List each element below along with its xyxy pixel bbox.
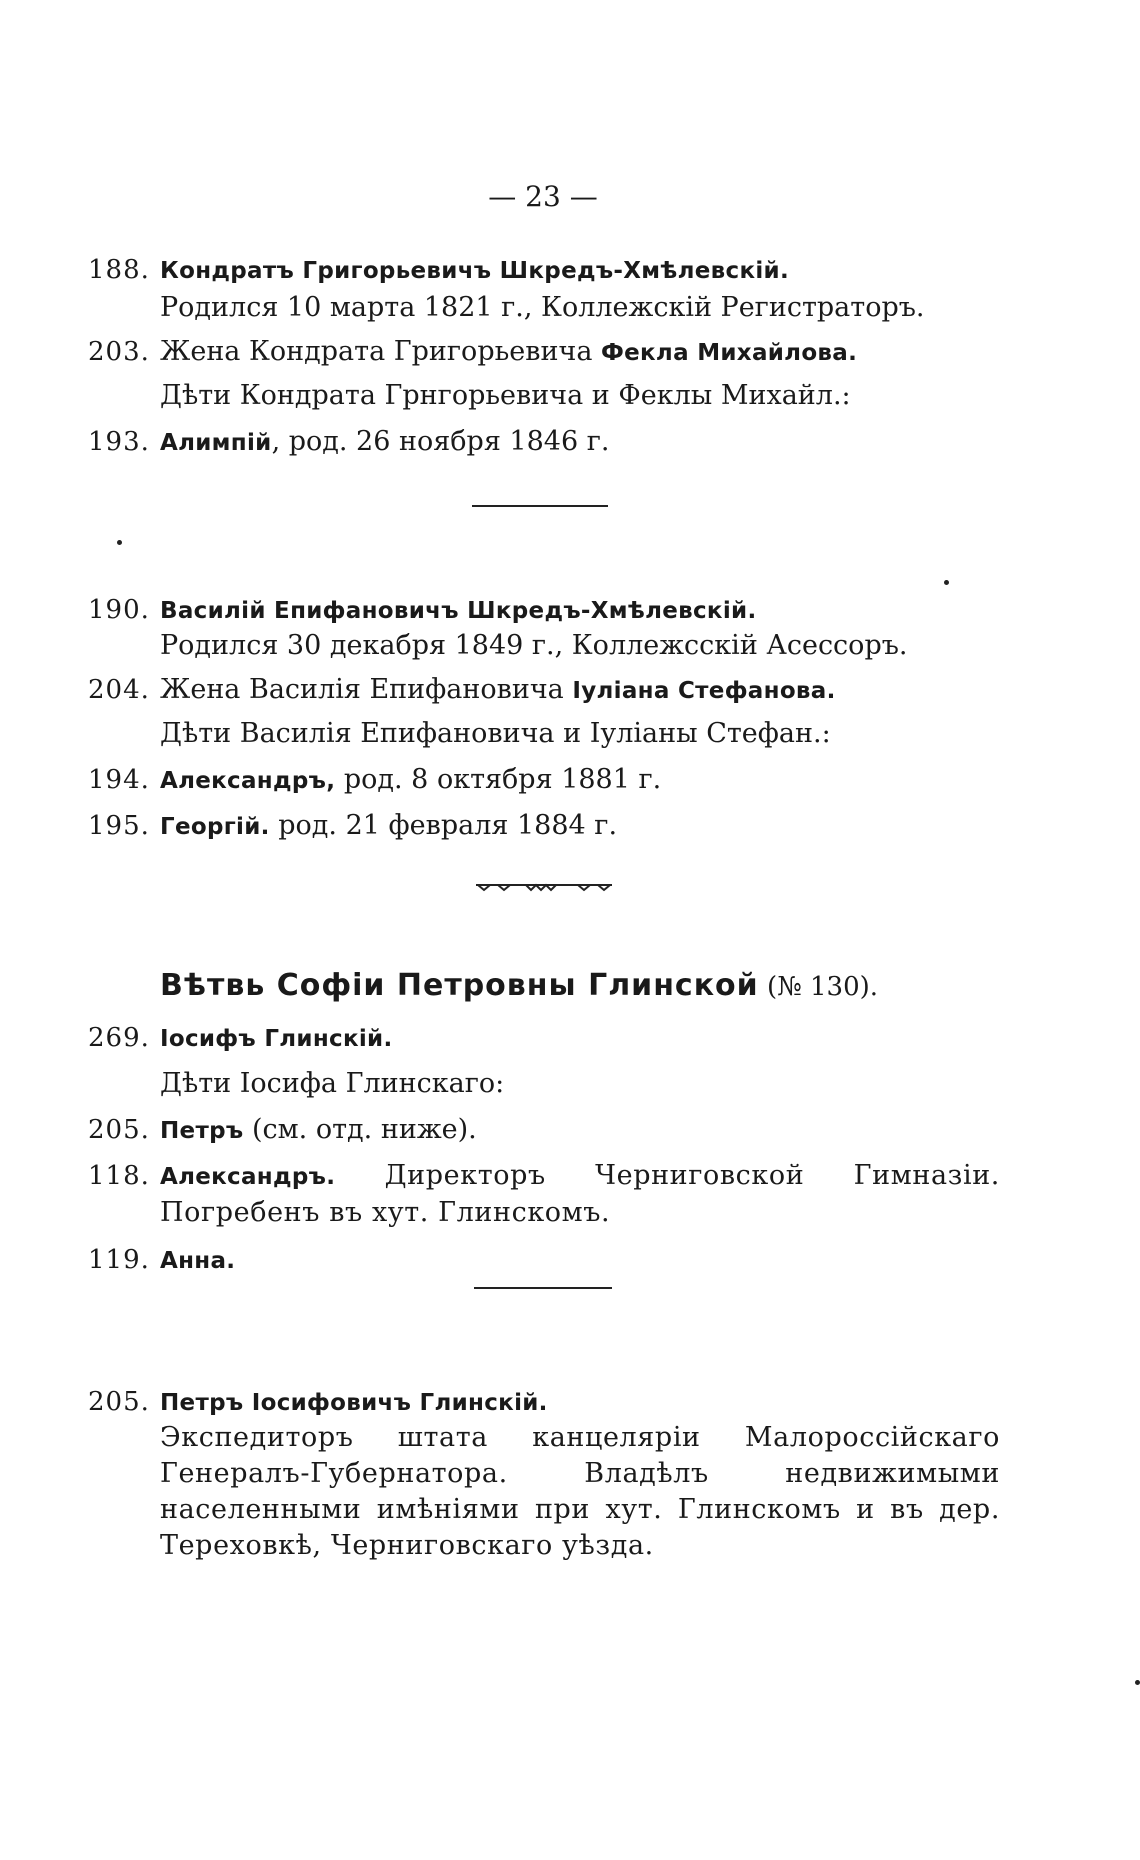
entry-188 — [88, 252, 1018, 289]
separator-rule — [472, 505, 608, 507]
person-name: Анна. — [160, 1248, 236, 1274]
person-name: Петръ Іосифовичъ Глинскій. — [160, 1390, 548, 1416]
entry-number: 205. — [88, 1387, 150, 1417]
page-number: — 23 — — [488, 180, 598, 213]
entry-text: (см. отд. ниже). — [243, 1114, 477, 1145]
person-name: Кондратъ Григорьевичъ Шкредъ-Хмѣлевскій. — [160, 258, 790, 284]
print-speck — [117, 540, 122, 545]
entry-number: 194. — [88, 765, 150, 795]
entry-number: 190. — [88, 595, 150, 625]
person-name: Василій Епифановичъ Шкредъ-Хмѣлевскій. — [160, 598, 757, 624]
section-number: (№ 130). — [758, 972, 879, 1002]
entry-203 — [88, 334, 1018, 371]
entry-text: Директоръ Черниговской Гимназіи. Погребенъ въ хут. Глинскомъ. — [160, 1160, 1000, 1228]
entry-193 — [88, 424, 1018, 461]
children-heading — [88, 1066, 1018, 1102]
entry-number: 118. — [88, 1161, 150, 1191]
entry-205-details — [88, 1420, 1000, 1564]
entry-text: Дѣти Іосифа Глинскаго: — [160, 1068, 505, 1099]
person-name: Алимпій — [160, 430, 272, 456]
entry-195 — [88, 808, 1018, 845]
entry-text: , род. 26 ноября 1846 г. — [271, 426, 610, 457]
person-name: Петръ — [160, 1118, 244, 1144]
entry-number: 269. — [88, 1023, 150, 1053]
entry-text: род. 8 октября 1881 г. — [335, 764, 662, 795]
entry-text: Дѣти Кондрата Грнгорьевича и Феклы Михайл.: — [160, 380, 851, 411]
entry-number: 204. — [88, 675, 150, 705]
entry-188-details — [88, 290, 1018, 326]
entry-118 — [88, 1158, 1000, 1231]
entry-number: 119. — [88, 1245, 150, 1275]
person-name: Александръ, — [160, 768, 336, 794]
entry-number: 205. — [88, 1115, 150, 1145]
person-name: Іосифъ Глинскій. — [160, 1026, 393, 1052]
entry-number: 195. — [88, 811, 150, 841]
entry-190 — [88, 592, 1018, 629]
separator-rule — [474, 1287, 612, 1289]
entry-194 — [88, 762, 1018, 799]
entry-text: Родился 10 марта 1821 г., Коллежскій Регистраторъ. — [160, 292, 925, 323]
entry-number: 193. — [88, 427, 150, 457]
entry-190-details — [88, 628, 1018, 664]
entry-text: Жена Василія Епифановича — [160, 674, 573, 705]
entry-number: 203. — [88, 337, 150, 367]
person-name: Іуліана Стефанова. — [572, 678, 836, 704]
children-heading — [88, 716, 1018, 752]
print-speck — [1135, 1680, 1140, 1685]
children-heading — [88, 378, 1018, 414]
entry-204 — [88, 672, 1018, 709]
entry-269 — [88, 1020, 1018, 1057]
entry-text: род. 21 февраля 1884 г. — [269, 810, 618, 841]
entry-205 — [88, 1384, 1018, 1421]
entry-text: Экспедиторъ штата канцеляріи Малороссійскаго Генералъ-Губернатора. Владѣлъ недвижимыми населенными имѣніями при хут. Глинскомъ и въ дер. Тереховкѣ, Черниговскаго уѣзда. — [160, 1422, 1000, 1561]
person-name: Георгій. — [160, 814, 270, 840]
person-name: Фекла Михайлова. — [601, 340, 858, 366]
section-title-text: Вѣтвь Софіи Петровны Глинской — [160, 968, 759, 1003]
entry-number: 188. — [88, 255, 150, 285]
ornament-divider — [474, 878, 614, 892]
print-speck — [944, 580, 949, 585]
person-name: Александръ. — [160, 1164, 336, 1190]
entry-text: Жена Кондрата Григорьевича — [160, 336, 602, 367]
entry-text: Родился 30 декабря 1849 г., Коллежсскій Асессоръ. — [160, 630, 908, 661]
entry-119 — [88, 1242, 1018, 1279]
entry-205-ref — [88, 1112, 1018, 1149]
section-title — [160, 968, 878, 1003]
entry-text: Дѣти Василія Епифановича и Іуліаны Стефан.: — [160, 718, 831, 749]
